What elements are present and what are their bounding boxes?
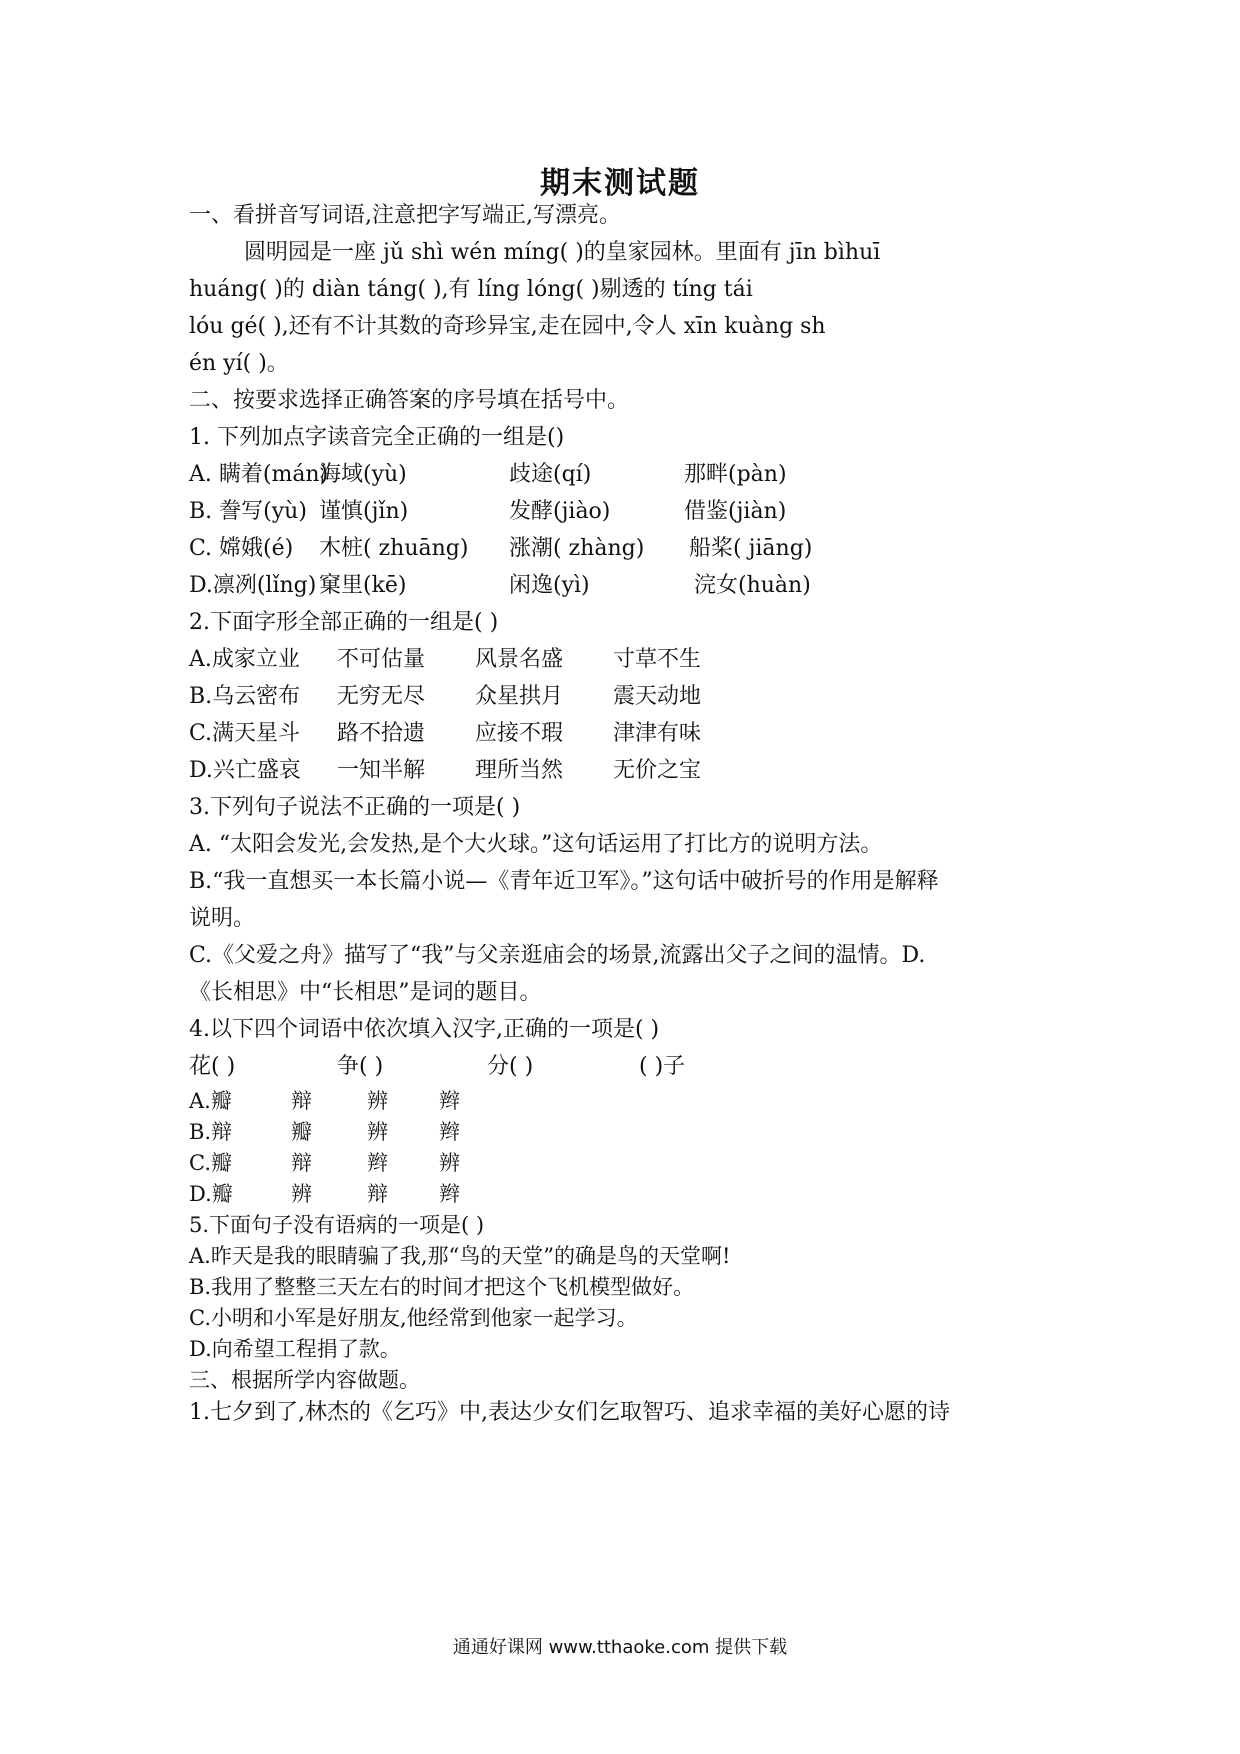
option-cell: D.兴亡盛哀: [189, 758, 301, 783]
q3-stem: 3.下列句子说法不正确的一项是( ): [189, 795, 521, 820]
option-cell: 路不拾遗: [337, 721, 426, 746]
option-cell: A.成家立业: [189, 647, 300, 672]
option-cell: 辫: [439, 1120, 460, 1144]
blank-cell: 分( ): [487, 1054, 534, 1079]
option-cell: B. 誊写(yù): [189, 499, 307, 524]
blank-cell: 花( ): [189, 1054, 236, 1079]
option-cell: 辨: [439, 1151, 460, 1175]
option-cell: 无价之宝: [613, 758, 702, 783]
option-cell: 涨潮( zhàng): [509, 536, 645, 561]
option-cell: D.瓣: [189, 1182, 233, 1206]
option-cell: 木桩( zhuāng): [319, 536, 469, 561]
option-cell: 闲逸(yì): [509, 573, 590, 598]
option-cell: 窠里(kē): [319, 573, 407, 598]
option-cell: 辨: [291, 1182, 312, 1206]
option-cell: 理所当然: [475, 758, 564, 783]
q5-option: D.向希望工程捐了款。: [189, 1337, 401, 1361]
option-cell: A. 瞒着(mán): [189, 462, 329, 487]
blank-cell: ( )子: [639, 1054, 686, 1079]
q5-option: B.我用了整整三天左右的时间才把这个飞机模型做好。: [189, 1275, 695, 1299]
section2-heading: 二、按要求选择正确答案的序号填在括号中。: [189, 388, 630, 413]
q1-stem: 1. 下列加点字读音完全正确的一组是(): [189, 425, 565, 450]
option-cell: 船桨( jiāng): [689, 536, 813, 561]
q5-option: C.小明和小军是好朋友,他经常到他家一起学习。: [189, 1306, 638, 1330]
option-cell: 众星拱月: [475, 684, 564, 709]
section3-heading: 三、根据所学内容做题。: [189, 1368, 420, 1392]
section1-line: huáng( )的 diàn táng( ),有 líng lóng( )剔透的 tíng tái: [189, 277, 753, 302]
option-cell: B.辩: [189, 1120, 233, 1144]
option-cell: 海域(yù): [319, 462, 407, 487]
option-cell: 辫: [439, 1182, 460, 1206]
option-cell: 寸草不生: [613, 647, 702, 672]
option-cell: 歧途(qí): [509, 462, 592, 487]
section1-line: 圆明园是一座 jǔ shì wén míng( )的皇家园林。里面有 jīn bìhuī: [244, 240, 881, 265]
q3-line: 《长相思》中“长相思”是词的题目。: [189, 980, 542, 1005]
option-cell: D.凛冽(lǐng): [189, 573, 317, 598]
q4-stem: 4.以下四个词语中依次填入汉字,正确的一项是( ): [189, 1017, 660, 1042]
option-cell: 那畔(pàn): [684, 462, 787, 487]
section1-heading: 一、看拼音写词语,注意把字写端正,写漂亮。: [189, 203, 621, 228]
q5-option: A.昨天是我的眼睛骗了我,那“鸟的天堂”的确是鸟的天堂啊!: [189, 1244, 731, 1268]
section1-line: lóu gé( ),还有不计其数的奇珍异宝,走在园中,令人 xīn kuàng sh: [189, 314, 826, 339]
option-cell: 辫: [439, 1089, 460, 1113]
blank-cell: 争( ): [337, 1054, 384, 1079]
option-cell: C. 嫦娥(é): [189, 536, 294, 561]
q3-line: 说明。: [189, 906, 256, 931]
option-cell: 津津有味: [613, 721, 702, 746]
option-cell: 辩: [291, 1151, 312, 1175]
option-cell: A.瓣: [189, 1089, 232, 1113]
option-cell: 一知半解: [337, 758, 426, 783]
option-cell: 谨慎(jǐn): [319, 499, 409, 524]
option-cell: C.瓣: [189, 1151, 232, 1175]
option-cell: 辨: [367, 1120, 388, 1144]
option-cell: 发酵(jiào): [509, 499, 611, 524]
footer-source: 通通好课网 www.tthaoke.com 提供下载: [452, 1637, 788, 1658]
option-cell: 辫: [367, 1151, 388, 1175]
option-cell: 辩: [291, 1089, 312, 1113]
q3-line: C.《父爱之舟》描写了“我”与父亲逛庙会的场景,流露出父子之间的温情。D.: [189, 943, 926, 968]
option-cell: 浣女(huàn): [694, 573, 811, 598]
q5-stem: 5.下面句子没有语病的一项是( ): [189, 1213, 485, 1237]
page-title: 期末测试题: [540, 166, 700, 201]
option-cell: 震天动地: [613, 684, 702, 709]
option-cell: 无穷无尽: [337, 684, 426, 709]
option-cell: 应接不瑕: [475, 721, 564, 746]
option-cell: 瓣: [291, 1120, 312, 1144]
option-cell: 辨: [367, 1089, 388, 1113]
option-cell: C.满天星斗: [189, 721, 301, 746]
option-cell: 辩: [367, 1182, 388, 1206]
section1-line: én yí( )。: [189, 351, 289, 376]
q3-line: A. “太阳会发光,会发热,是个大火球。”这句话运用了打比方的说明方法。: [189, 832, 883, 857]
option-cell: B.乌云密布: [189, 684, 301, 709]
q2-stem: 2.下面字形全部正确的一组是( ): [189, 610, 499, 635]
q3-line: B.“我一直想买一本长篇小说—《青年近卫军》。”这句话中破折号的作用是解释: [189, 869, 939, 894]
option-cell: 不可估量: [337, 647, 426, 672]
option-cell: 风景名盛: [475, 647, 564, 672]
option-cell: 借鉴(jiàn): [684, 499, 787, 524]
section3-q1: 1.七夕到了,林杰的《乞巧》中,表达少女们乞取智巧、追求幸福的美好心愿的诗: [189, 1400, 950, 1425]
